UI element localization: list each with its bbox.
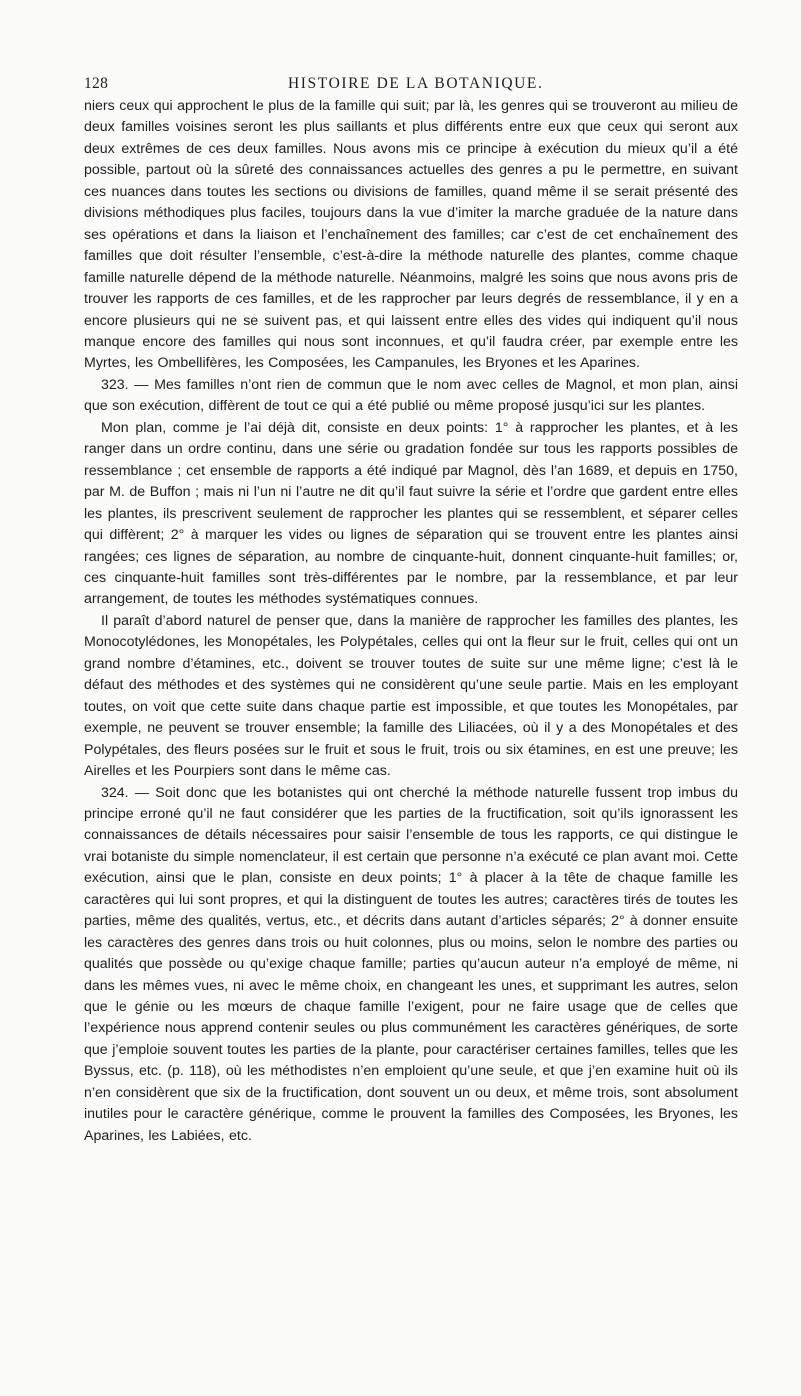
- body-text: [84, 96, 738, 1147]
- paragraph-324: 324. — Soit donc que les botanistes qui ont cherché la méthode naturelle fussent trop imbus du principe erroné qu’il ne faut considérer que les parties de la fructification, soit qu’ils ignorassent les connaissances de détails nécessaires pour saisir l’ensemble de tous les rapports, ce qui distingue le vrai botaniste du simple nomenclateur, il est certain que personne n’a exécuté ce plan avant moi. Cette exécution, ainsi que le plan, consiste en deux points; 1° à placer à la tête de chaque famille les caractères qui lui sont propres, et qui la distinguent de toutes les autres; caractères tirés de toutes les parties, même des qualités, vertus, etc., et décrits dans autant d’articles séparés; 2° à donner ensuite les caractères des genres dans trois ou huit colonnes, plus ou moins, selon le nombre des parties ou qualités que possède ou qu’exige chaque famille; parties qu’aucun auteur n’a employé de même, ni dans les mêmes vues, ni avec le même choix, en changeant les unes, et supprimant les autres, selon que le génie ou les mœurs de chaque famille l’exigent, pour ne faire usage que de celles que l’expérience nous apprend contenir seules ou plus communément les caractères génériques, de sorte que j’emploie souvent toutes les parties de la plante, pour caractériser certaines familles, telles que les Byssus, etc. (p. 118), où les méthodistes n’en emploient qu’une seule, et que j’en examine huit où ils n’en considèrent que six de la fructification, dont souvent un ou deux, et même trois, sont absolument inutiles pour le caractère générique, comme le prouvent la familles des Composées, les Bryones, les Aparines, les Labiées, etc.: [84, 784, 738, 1144]
- paragraph-323: 323. — Mes familles n’ont rien de commun que le nom avec celles de Magnol, et mon plan, ainsi que son exécution, diffèrent de tout ce qui a été publié ou même proposé jusqu’ici sur les plantes.: [84, 376, 738, 415]
- page-number: 128: [84, 75, 109, 92]
- paragraph-il-parait: Il paraît d’abord naturel de penser que, dans la manière de rapprocher les familles des plantes, les Monocotylédones, les Monopétales, les Polypétales, celles qui ont la fleur sur le fruit, celles qui ont un grand nombre d’étamines, etc., doivent se trouver toutes de suite sur une même ligne; c’est là le défaut des méthodes et des systèmes qui ne considèrent qu’une seule partie. Mais en les employant toutes, on voit que cette suite dans chaque partie est impossible, et que toutes les Monopétales, par exemple, ne peuvent se trouver ensemble; la famille des Liliacées, où il y a des Monopétales et des Polypétales, des fleurs posées sur le fruit et sous le fruit, trois ou six étamines, en est une preuve; les Airelles et les Pourpiers sont dans le même cas.: [84, 612, 738, 780]
- running-title: HISTOIRE DE LA BOTANIQUE.: [288, 75, 544, 92]
- paragraph-mon-plan: Mon plan, comme je l’ai déjà dit, consiste en deux points: 1° à rapprocher les plantes, et à les ranger dans un ordre continu, dans une série ou gradation fondée sur tous les rapports possibles de ressemblance ; cet ensemble de rapports a été indiqué par Magnol, dès l’an 1689, et depuis en 1750, par M. de Buffon ; mais ni l’un ni l’autre ne dit qu’il faut suivre la série et l’ordre que gardent entre elles les plantes, ils prescrivent seulement de rapprocher les plantes qui se ressemblent, et séparer celles qui diffèrent; 2° à marquer les vides ou lignes de séparation qui se trouvent entre les plantes ainsi rangées; ces lignes de séparation, au nombre de cinquante-huit, donnent cinquante-huit familles; or, ces cinquante-huit familles sont très-différentes par le nombre, par la ressemblance, et par leur arrangement, de toutes les méthodes systématiques connues.: [84, 419, 738, 608]
- paragraph-continuation: niers ceux qui approchent le plus de la famille qui suit; par là, les genres qui se trouveront au milieu de deux familles voisines seront les plus saillants et plus différents entre eux que ceux qui seront aux deux extrêmes de ces deux familles. Nous avons mis ce principe à exécution du mieux qu’il a été possible, partout où la sûreté des connaissances actuelles des genres a pu le permettre, en suivant ces nuances dans toutes les sections ou divisions de familles, quand même il se serait présenté des divisions méthodiques plus faciles, toujours dans la vue d’imiter la marche graduée de la nature dans ses opérations et dans la liaison et l’enchaînement des familles; car c’est de cet enchaînement des familles que doit résulter l’ensemble, c’est-à-dire la méthode naturelle des plantes, comme chaque famille naturelle dépend de la méthode naturelle. Néanmoins, malgré les soins que nous avons pris de trouver les rapports de ces familles, et de les rapprocher par leurs degrés de ressemblance, il y en a encore plusieurs qui ne se suivent pas, et qui laissent entre elles des vides qui indiquent qu’il nous manque encore des familles qui nous sont inconnues, et qu’il faudra créer, par exemple entre les Myrtes, les Ombellifères, les Composées, les Campanules, les Bryones et les Aparines.: [84, 98, 738, 372]
